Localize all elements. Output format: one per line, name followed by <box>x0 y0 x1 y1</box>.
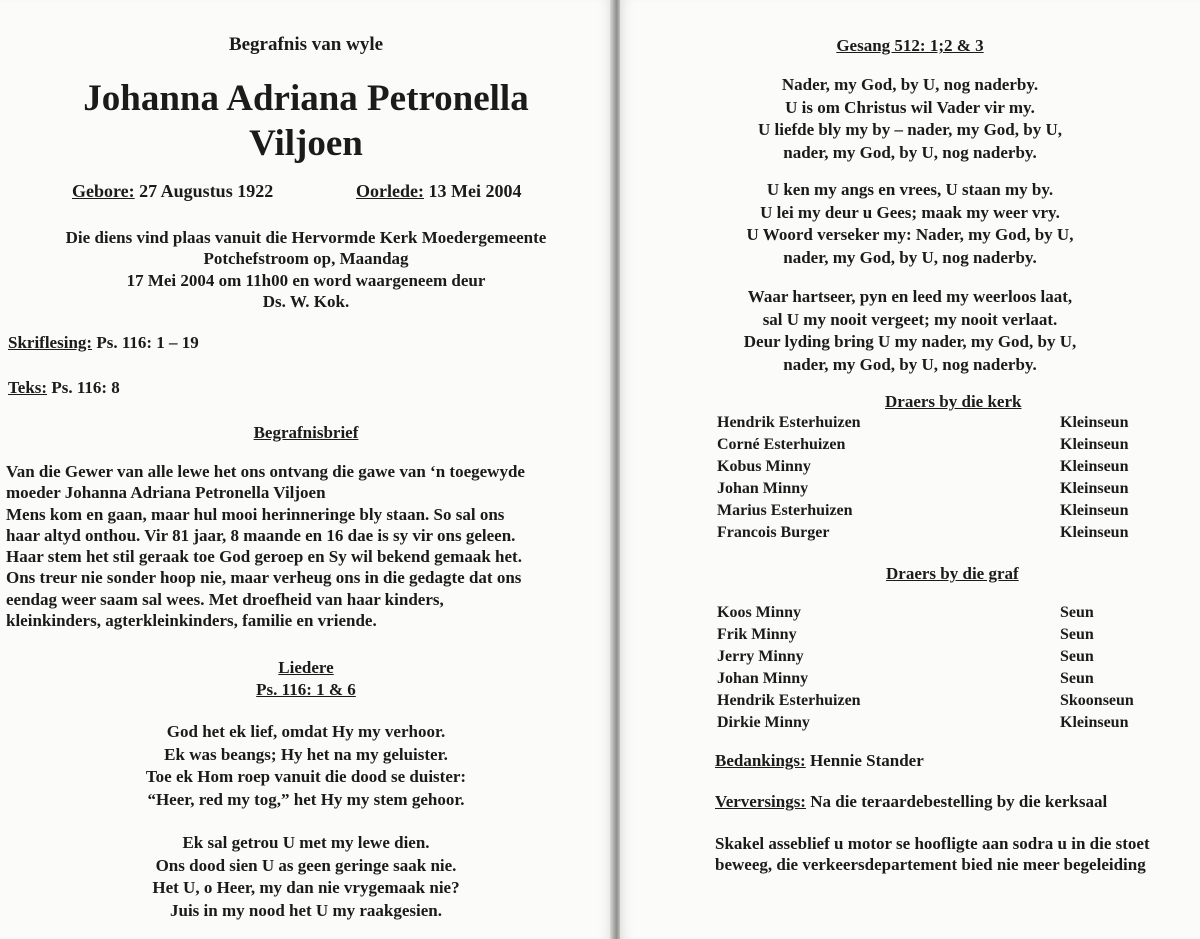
grave-bearers-table <box>717 602 1134 734</box>
verse-line: Waar hartseer, pyn en leed my weerloos laat, <box>747 287 1073 306</box>
service-heading: Begrafnis van wyle <box>228 34 384 55</box>
bearer-row <box>717 478 1128 500</box>
hymn-verse-2 <box>620 179 1200 269</box>
letter-heading: Begrafnisbrief <box>253 423 359 442</box>
verse-line: nader, my God, by U, nog naderby. <box>783 142 1037 162</box>
bearer-relation: Kleinseun <box>1060 436 1129 453</box>
bearer-name: Marius Esterhuizen <box>717 502 853 519</box>
thanks-label: Bedankings: <box>715 751 806 770</box>
bearer-relation: Kleinseun <box>1060 458 1129 475</box>
bearer-row <box>717 690 1134 712</box>
service-details <box>0 227 612 312</box>
verse-line: Het U, o Heer, my dan nie vrygemaak nie? <box>152 878 460 897</box>
bearer-name: Corné Esterhuizen <box>717 436 846 453</box>
grave-bearers-heading: Draers by die graf <box>886 564 1019 583</box>
reading-value: Ps. 116: 1 – 19 <box>96 333 199 352</box>
notice-line: beweeg, die verkeersdepartement bied nie meer begeleiding <box>715 855 1146 875</box>
acknowledgements <box>715 751 924 771</box>
bearer-name: Francois Burger <box>717 524 830 541</box>
verse-line: U lei my deur u Gees; maak my weer vry. <box>760 202 1060 222</box>
letter-line: Van die Gewer van alle lewe het ons ontvang die gawe van ‘n toegewyde <box>6 462 525 481</box>
traffic-notice <box>715 833 1150 876</box>
letter-line: kleinkinders, agterkleinkinders, familie en vriende. <box>6 611 377 631</box>
bearer-name: Jerry Minny <box>717 648 804 665</box>
letter-line: moeder Johanna Adriana Petronella Viljoen <box>6 483 326 503</box>
bearer-name: Koos Minny <box>717 604 802 621</box>
refresh-value: Na die teraardebestelling by die kerksaal <box>810 792 1108 811</box>
birth-date <box>72 181 273 202</box>
bearer-name: Kobus Minny <box>717 458 811 475</box>
service-line: Die diens vind plaas vanuit die Hervormde Kerk Moedergemeente <box>65 228 547 247</box>
psalm-heading: Ps. 116: 1 & 6 <box>256 680 356 699</box>
verse-line: Juis in my nood het U my raakgesien. <box>169 900 443 920</box>
bearer-row <box>717 522 1128 544</box>
bearer-row <box>717 712 1134 734</box>
psalm-verse-1 <box>0 721 612 811</box>
hymn-verse-1 <box>620 74 1200 164</box>
verse-line: U is om Christus wil Vader vir my. <box>785 97 1035 117</box>
bearer-row <box>717 500 1128 522</box>
verse-line: Deur lyding bring U my nader, my God, by U, <box>743 332 1077 351</box>
verse-line: U ken my angs en vrees, U staan my by. <box>766 180 1054 199</box>
bearer-relation: Skoonseun <box>1060 692 1134 709</box>
verse-line: Ons dood sien U as geen geringe saak nie. <box>155 855 457 875</box>
bearer-name: Dirkie Minny <box>717 714 810 731</box>
bearer-row <box>717 434 1128 456</box>
bearer-name: Frik Minny <box>717 626 797 643</box>
refreshments <box>715 792 1107 812</box>
hymn-verse-3 <box>620 286 1200 376</box>
born-label: Gebore: <box>72 181 135 201</box>
verse-line: Nader, my God, by U, nog naderby. <box>781 75 1039 94</box>
thanks-value: Hennie Stander <box>809 751 924 770</box>
verse-line: U liefde bly my by – nader, my God, by U, <box>758 120 1062 139</box>
bearer-row <box>717 412 1128 434</box>
deceased-name-line2: Viljoen <box>249 123 363 164</box>
verse-line: U Woord verseker my: Nader, my God, by U, <box>746 225 1074 244</box>
bearer-name: Hendrik Esterhuizen <box>717 414 861 431</box>
bearer-row <box>717 456 1128 478</box>
bearer-name: Johan Minny <box>717 480 809 497</box>
letter-line: haar altyd onthou. Vir 81 jaar, 8 maande en 16 dae is sy vir ons geleen. <box>6 525 516 545</box>
letter-line: Ons treur nie sonder hoop nie, maar verheug ons in die gedagte dat ons <box>6 568 522 588</box>
hymn-heading: Gesang 512: 1;2 & 3 <box>836 36 984 55</box>
verse-line: Ek was beangs; Hy het na my geluister. <box>164 744 448 764</box>
bearer-name: Hendrik Esterhuizen <box>717 692 861 709</box>
right-page <box>620 0 1200 939</box>
verse-line: “Heer, red my tog,” het Hy my stem gehoor. <box>147 789 465 809</box>
bearer-relation: Kleinseun <box>1060 414 1129 431</box>
bearer-row <box>717 646 1134 668</box>
psalm-verse-2 <box>0 832 612 922</box>
bearer-relation: Seun <box>1060 670 1094 687</box>
text-label: Teks: <box>8 378 48 397</box>
sermon-text <box>8 378 120 398</box>
funeral-letter <box>6 461 606 631</box>
died-label: Oorlede: <box>356 181 424 201</box>
deceased-name-line1: Johanna Adriana Petronella <box>83 78 529 119</box>
verse-line: Ek sal getrou U met my lewe dien. <box>182 833 430 852</box>
text-value: Ps. 116: 8 <box>51 378 120 397</box>
verse-line: Toe ek Hom roep vanuit die dood se duister: <box>145 767 467 786</box>
letter-line: eendag weer saam sal wees. Met droefheid van haar kinders, <box>6 589 444 609</box>
born-value: 27 Augustus 1922 <box>139 181 274 201</box>
service-line: 17 Mei 2004 om 11h00 en word waargeneem deur <box>126 270 486 290</box>
notice-line: Skakel asseblief u motor se hoofligte aan sodra u in die stoet <box>715 834 1150 853</box>
church-bearers-table <box>717 412 1128 544</box>
bearer-relation: Seun <box>1060 626 1094 643</box>
bearer-row <box>717 602 1134 624</box>
bearer-relation: Kleinseun <box>1060 524 1129 541</box>
verse-line: nader, my God, by U, nog naderby. <box>783 247 1037 267</box>
service-line: Ds. W. Kok. <box>262 291 350 311</box>
scripture-reading <box>8 333 199 353</box>
verse-line: sal U my nooit vergeet; my nooit verlaat. <box>762 309 1058 329</box>
refresh-label: Verversings: <box>715 792 806 811</box>
bearer-row <box>717 668 1134 690</box>
verse-line: nader, my God, by U, nog naderby. <box>783 354 1037 374</box>
verse-line: God het ek lief, omdat Hy my verhoor. <box>166 722 446 741</box>
bearer-relation: Seun <box>1060 648 1094 665</box>
death-date <box>356 181 521 202</box>
letter-line: Mens kom en gaan, maar hul mooi herinneringe bly staan. So sal ons <box>6 504 505 524</box>
bearer-relation: Kleinseun <box>1060 480 1129 497</box>
reading-label: Skriflesing: <box>8 333 93 352</box>
church-bearers-heading: Draers by die kerk <box>885 392 1022 411</box>
bearer-relation: Seun <box>1060 604 1094 621</box>
bearer-row <box>717 624 1134 646</box>
service-line: Potchefstroom op, Maandag <box>203 249 409 269</box>
bearer-name: Johan Minny <box>717 670 809 687</box>
bearer-relation: Kleinseun <box>1060 502 1129 519</box>
letter-line: Haar stem het stil geraak toe God geroep en Sy wil bekend gemaak het. <box>6 547 522 567</box>
bearer-relation: Kleinseun <box>1060 714 1129 731</box>
died-value: 13 Mei 2004 <box>428 181 522 201</box>
songs-heading: Liedere <box>278 658 334 677</box>
